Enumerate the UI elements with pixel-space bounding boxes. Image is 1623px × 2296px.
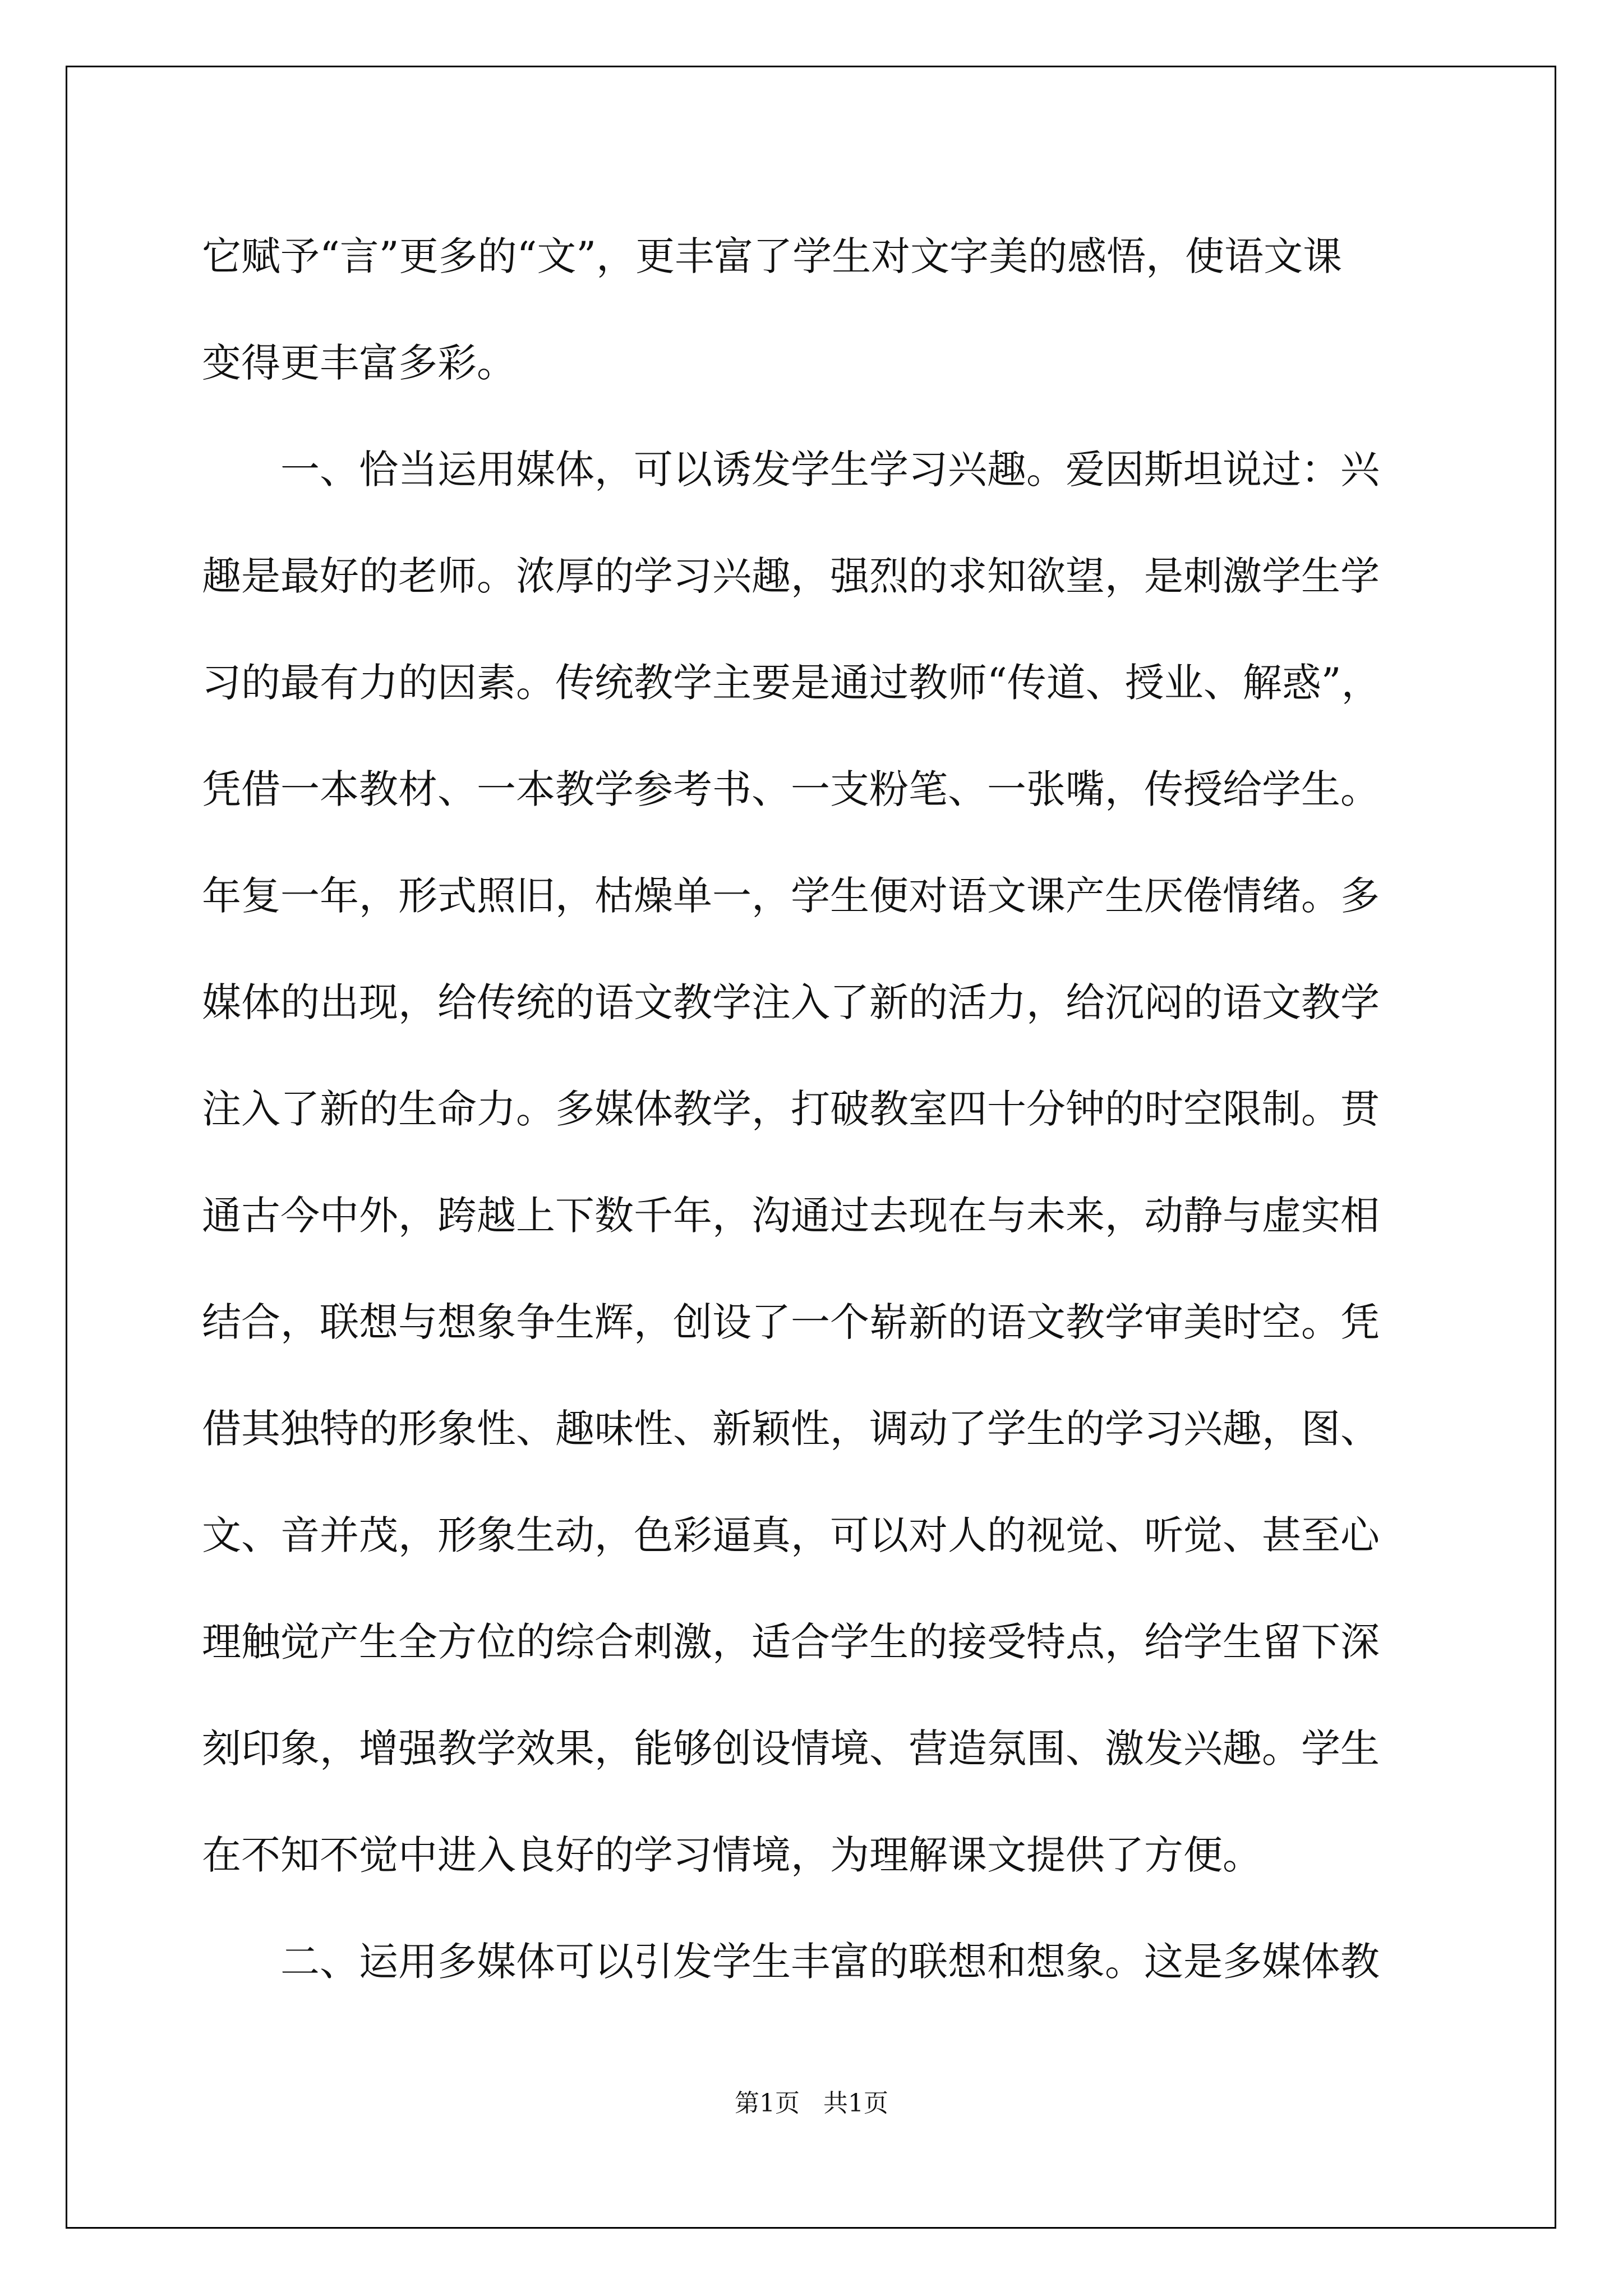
text-line: 在不知不觉中进入良好的学习情境，为理解课文提供了方便。 [202, 1832, 1262, 1878]
text-line: 结合，联想与想象争生辉，创设了一个崭新的语文教学审美时空。凭 [202, 1299, 1380, 1345]
text-line: 理触觉产生全方位的综合刺激，适合学生的接受特点，给学生留下深 [202, 1619, 1380, 1665]
page-footer [0, 2087, 1623, 2120]
text-line: 年复一年，形式照旧，枯燥单一，学生便对语文课产生厌倦情绪。多 [202, 873, 1380, 919]
text-line: 媒体的出现，给传统的语文教学注入了新的活力，给沉闷的语文教学 [202, 979, 1380, 1025]
paragraph-first-line: 二、运用多媒体可以引发学生丰富的联想和想象。这是多媒体教 [202, 1939, 1380, 1985]
document-body [202, 203, 1436, 2015]
text-line: 注入了新的生命力。多媒体教学，打破教室四十分钟的时空限制。贯 [202, 1086, 1380, 1132]
text-line: 通古今中外，跨越上下数千年，沟通过去现在与未来，动静与虚实相 [202, 1193, 1380, 1239]
page-number: 第1页 [735, 2089, 800, 2118]
text-line: 变得更丰富多彩。 [202, 340, 516, 386]
page-total: 共1页 [823, 2089, 888, 2118]
text-line: 趣是最好的老师。浓厚的学习兴趣，强烈的求知欲望，是刺激学生学 [202, 553, 1380, 599]
text-line: 文、音并茂，形象生动，色彩逼真，可以对人的视觉、听觉、甚至心 [202, 1512, 1380, 1558]
paragraph-first-line: 一、恰当运用媒体，可以诱发学生学习兴趣。爱因斯坦说过：兴 [202, 447, 1380, 493]
text-line: 刻印象，增强教学效果，能够创设情境、营造氛围、激发兴趣。学生 [202, 1726, 1380, 1772]
text-line: 借其独特的形象性、趣味性、新颖性，调动了学生的学习兴趣，图、 [202, 1406, 1380, 1452]
text-line: 它赋予“言”更多的“文”，更丰富了学生对文字美的感悟，使语文课 [202, 233, 1343, 279]
text-line: 凭借一本教材、一本教学参考书、一支粉笔、一张嘴，传授给学生。 [202, 766, 1380, 812]
text-line: 习的最有力的因素。传统教学主要是通过教师“传道、授业、解惑”， [202, 660, 1381, 706]
